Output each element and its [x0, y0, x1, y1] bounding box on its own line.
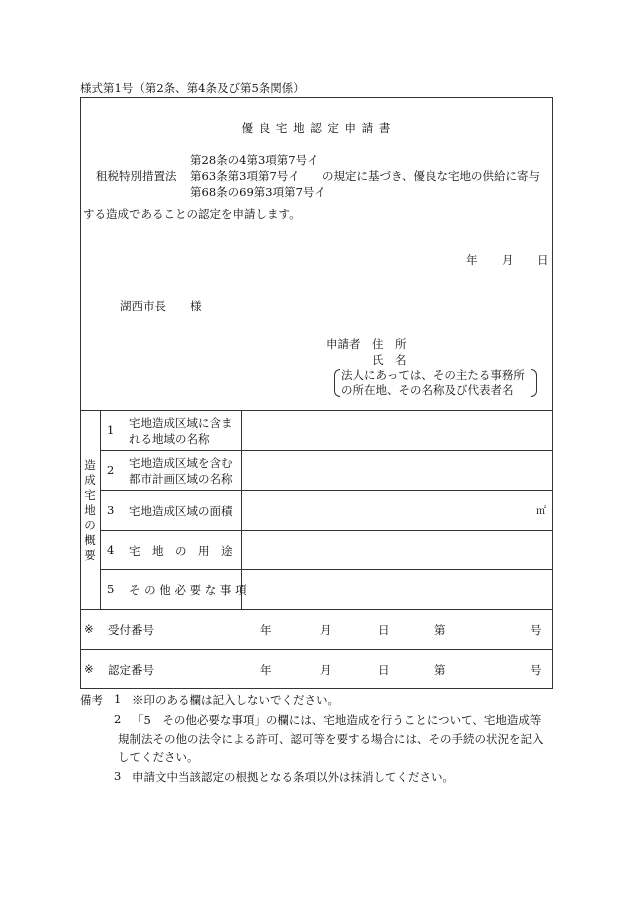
outline-row-number: 4: [107, 543, 115, 557]
note-text: 規制法その他の法令による許可、認可等を要する場合には、その手続の状況を記入: [118, 732, 544, 746]
outline-value-cell[interactable]: [242, 531, 552, 568]
outline-row-number: 2: [107, 463, 115, 477]
note-text: 「5 その他必要な事項」の欄には、宅地造成を行うことについて、宅地造成等: [132, 713, 542, 727]
outline-row-label: 宅 地 の 用 途: [129, 544, 233, 558]
law-article-3[interactable]: 第68条の69第3項第7号イ: [190, 185, 326, 199]
certification-mark: ※: [84, 662, 94, 676]
outline-row-label: れる地域の名称: [129, 432, 210, 446]
applicant-label: 申請者: [326, 337, 361, 351]
reception-year: 年: [260, 623, 272, 637]
note-number: 3: [114, 769, 122, 783]
certification-label: 認定番号: [108, 663, 154, 677]
outline-value-cell[interactable]: [242, 451, 552, 489]
outline-label-char: 地: [84, 503, 96, 517]
reception-label: 受付番号: [108, 623, 154, 637]
law-name: 租税特別措置法: [96, 169, 177, 183]
area-unit: ㎡: [536, 506, 546, 517]
outline-value-cell[interactable]: [242, 570, 552, 608]
row-line: [80, 609, 553, 610]
addressee-honorific: 様: [190, 299, 202, 313]
applicant-note-line2: の所在地、その名称及び代表者名: [341, 383, 514, 397]
row-line: [80, 649, 553, 650]
note-bracket-left: [334, 369, 340, 397]
date-day[interactable]: 日: [537, 253, 549, 267]
outline-row-label: 宅地造成区域の面積: [129, 504, 233, 518]
outline-label-char: の: [84, 518, 96, 532]
reception-day: 日: [378, 623, 390, 637]
note-text: してください。: [118, 750, 199, 764]
outline-label-char: 造: [84, 458, 96, 472]
reception-dai: 第: [434, 623, 446, 637]
page-title: 優 良 宅 地 認 定 申 請 書: [241, 121, 392, 135]
law-article-1[interactable]: 第28条の4第3項第7号イ: [190, 153, 319, 167]
outline-label-divider: [100, 410, 101, 609]
outline-label-char: 宅: [84, 488, 96, 502]
outline-label-char: 成: [84, 473, 96, 487]
body-text-line1: の規定に基づき、優良な宅地の供給に寄与: [322, 169, 541, 183]
applicant-name-label: 氏 名: [372, 353, 407, 367]
note-text: 申請文中当該認定の根拠となる条項以外は抹消してください。: [132, 770, 454, 784]
outline-row-number: 1: [107, 423, 115, 437]
applicant-note-line1: 法人にあっては、その主たる事務所: [341, 368, 525, 382]
note-number: 1: [114, 692, 122, 706]
applicant-address-label: 住 所: [372, 337, 407, 351]
note-bracket-right: [531, 369, 537, 397]
certification-dai: 第: [434, 663, 446, 677]
addressee-name: 湖西市長: [120, 299, 166, 313]
outline-label-char: 要: [84, 548, 96, 562]
form-number: 様式第1号（第2条、第4条及び第5条関係）: [80, 81, 305, 95]
reception-go: 号: [530, 623, 542, 637]
certification-month: 月: [320, 663, 332, 677]
outline-row-number: 3: [107, 503, 115, 517]
outline-row-label: 宅地造成区域に含ま: [129, 416, 233, 430]
outline-row-label: そ の 他 必 要 な 事 項: [129, 583, 247, 597]
outline-value-cell[interactable]: [242, 491, 532, 529]
notes-label: 備考: [80, 693, 103, 707]
body-text-line2: する造成であることの認定を申請します。: [83, 207, 301, 221]
outline-label-char: 概: [84, 533, 96, 547]
date-year[interactable]: 年: [466, 253, 478, 267]
note-text: ※印のある欄は記入しないでください。: [132, 693, 339, 707]
outline-row-label: 宅地造成区域を含む: [129, 456, 233, 470]
note-number: 2: [114, 712, 122, 726]
certification-go: 号: [530, 663, 542, 677]
certification-year: 年: [260, 663, 272, 677]
outline-value-cell[interactable]: [242, 411, 552, 449]
reception-mark: ※: [84, 622, 94, 636]
date-month[interactable]: 月: [502, 253, 514, 267]
law-article-2[interactable]: 第63条第3項第7号イ: [190, 169, 300, 183]
outline-row-label: 都市計画区域の名称: [129, 472, 233, 486]
certification-day: 日: [378, 663, 390, 677]
reception-month: 月: [320, 623, 332, 637]
outline-row-number: 5: [107, 582, 115, 596]
